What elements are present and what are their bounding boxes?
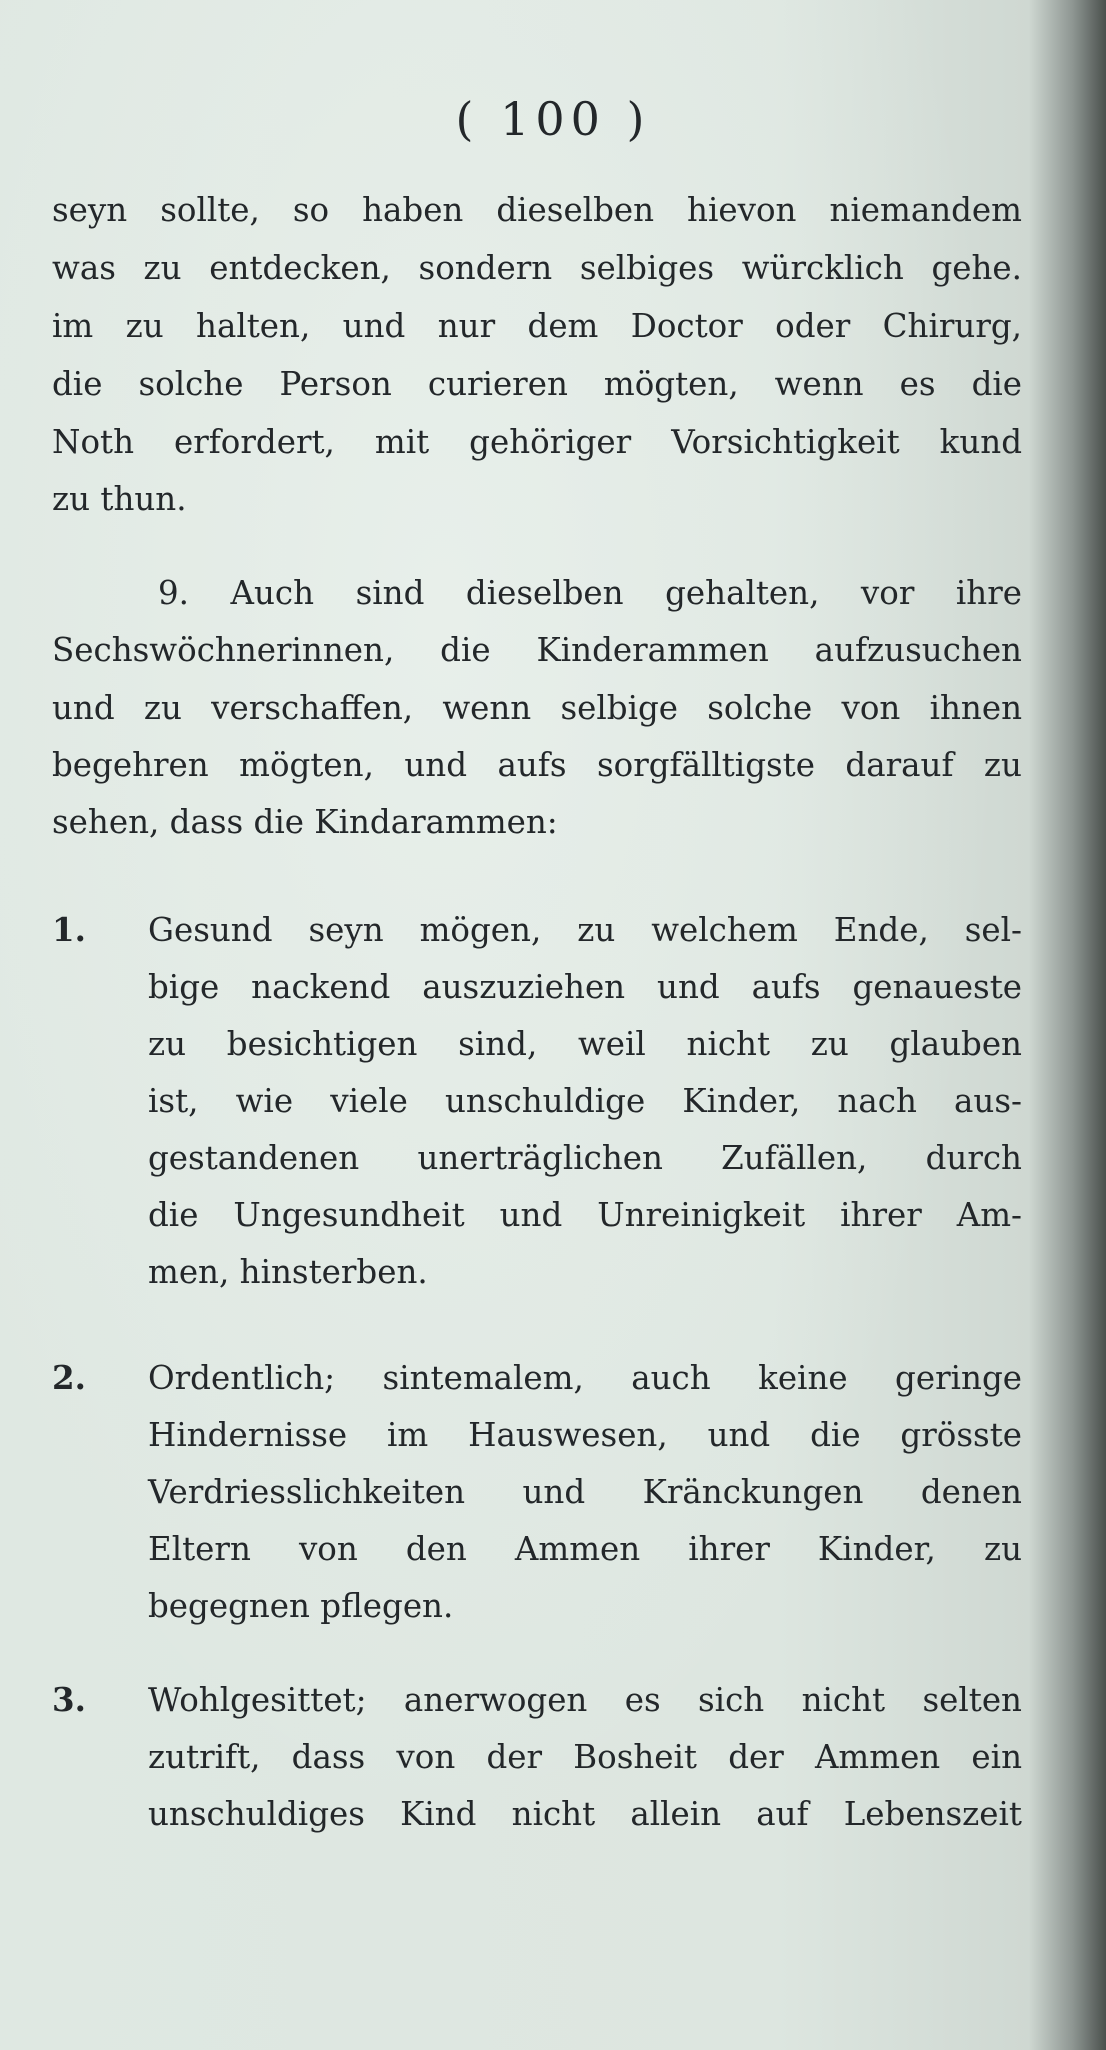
text-line: gestandenen unerträglichen Zufällen, durch (148, 1139, 1022, 1177)
text-line: zu thun. (52, 480, 187, 518)
text-line: Sechswöchnerinnen, die Kinderammen aufzusuchen (52, 631, 1022, 669)
text-line: 9. Auch sind dieselben gehalten, vor ihre (158, 574, 1022, 612)
text-line: seyn sollte, so haben dieselben hievon niemandem (52, 191, 1022, 229)
text-line: Ordentlich; sintemalem, auch keine geringe (148, 1359, 1022, 1397)
text-line: Wohlgesittet; anerwogen es sich nicht selten (148, 1681, 1022, 1719)
text-line: Eltern von den Ammen ihrer Kinder, zu (148, 1530, 1022, 1568)
text-line: zutrift, dass von der Bosheit der Ammen ein (148, 1738, 1022, 1776)
text-line: zu besichtigen sind, weil nicht zu glauben (148, 1025, 1022, 1063)
text-line: begehren mögten, und aufs sorgfälltigste darauf zu (52, 746, 1022, 784)
text-line: und zu verschaffen, wenn selbige solche von ihnen (52, 689, 1022, 727)
text-line: unschuldiges Kind nicht allein auf Lebenszeit (148, 1795, 1022, 1833)
text-line: Noth erfordert, mit gehöriger Vorsichtigkeit kund (52, 423, 1022, 461)
text-line: was zu entdecken, sondern selbiges würcklich gehe. (52, 249, 1022, 287)
item-number: 2. (52, 1358, 86, 1397)
text-line: bige nackend auszuziehen und aufs genaueste (148, 968, 1022, 1006)
item-number: 3. (52, 1680, 86, 1719)
text-line: Verdriesslichkeiten und Kränckungen denen (148, 1473, 1022, 1511)
text-line: ist, wie viele unschuldige Kinder, nach aus- (148, 1082, 1022, 1120)
text-line: Hindernisse im Hauswesen, und die grösste (148, 1416, 1022, 1454)
text-line: begegnen pflegen. (148, 1587, 454, 1625)
page-number: ( 100 ) (455, 92, 651, 146)
item-number: 1. (52, 910, 86, 949)
text-line: men, hinsterben. (148, 1253, 428, 1291)
text-line: die Ungesundheit und Unreinigkeit ihrer Am- (148, 1196, 1022, 1234)
text-line: sehen, dass die Kindarammen: (52, 803, 558, 841)
text-line: Gesund seyn mögen, zu welchem Ende, sel- (148, 911, 1022, 949)
text-line: die solche Person curieren mögten, wenn es die (52, 365, 1022, 403)
text-line: im zu halten, und nur dem Doctor oder Chirurg, (52, 307, 1022, 345)
